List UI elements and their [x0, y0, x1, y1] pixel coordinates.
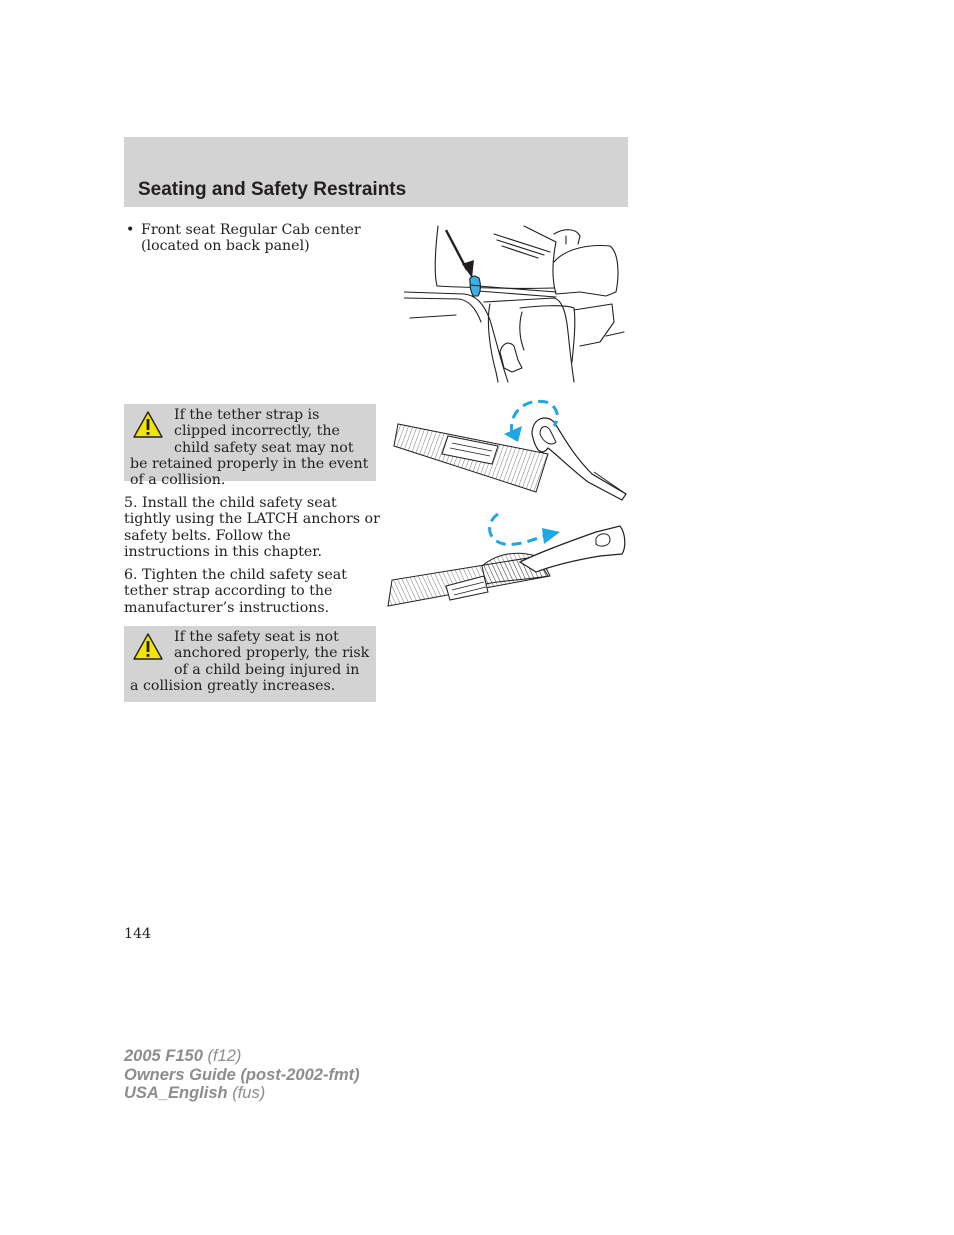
footer-line-model: 2005 F150 (f12): [124, 1047, 242, 1065]
page-number: 144: [124, 926, 152, 942]
footer-line-guide: Owners Guide (post-2002-fmt): [124, 1065, 360, 1084]
tether-strap-clip-illustration: [386, 394, 632, 626]
warning-box-tether-clip: [124, 404, 376, 489]
bullet-text: Front seat Regular Cab center (located on back panel): [141, 222, 361, 255]
footer-line-locale: USA_English (fus): [124, 1084, 266, 1102]
bullet-marker: •: [126, 222, 135, 238]
section-title: Seating and Safety Restraints: [138, 179, 407, 200]
warning-text: If the tether strap is clipped incorrectly, the child safety seat may not be retained properly in the event of a collision.: [130, 407, 369, 489]
section-header: [124, 137, 628, 207]
warning-box-anchor: [124, 626, 376, 702]
instruction-step-6: 6. Tighten the child safety seat tether strap according to the manufacturer’s instructions.: [124, 567, 347, 616]
instruction-step-5: 5. Install the child safety seat tightly using the LATCH anchors or safety belts. Follow the instructions in this chapter.: [124, 495, 380, 560]
document-footer: [124, 1047, 360, 1103]
warning-triangle-icon: [132, 410, 164, 440]
back-panel-anchor-illustration: [404, 222, 626, 384]
warning-text: If the safety seat is not anchored properly, the risk of a child being injured in a collision greatly increases.: [130, 629, 370, 694]
bullet-item: [124, 222, 374, 255]
warning-triangle-icon: [132, 632, 164, 662]
